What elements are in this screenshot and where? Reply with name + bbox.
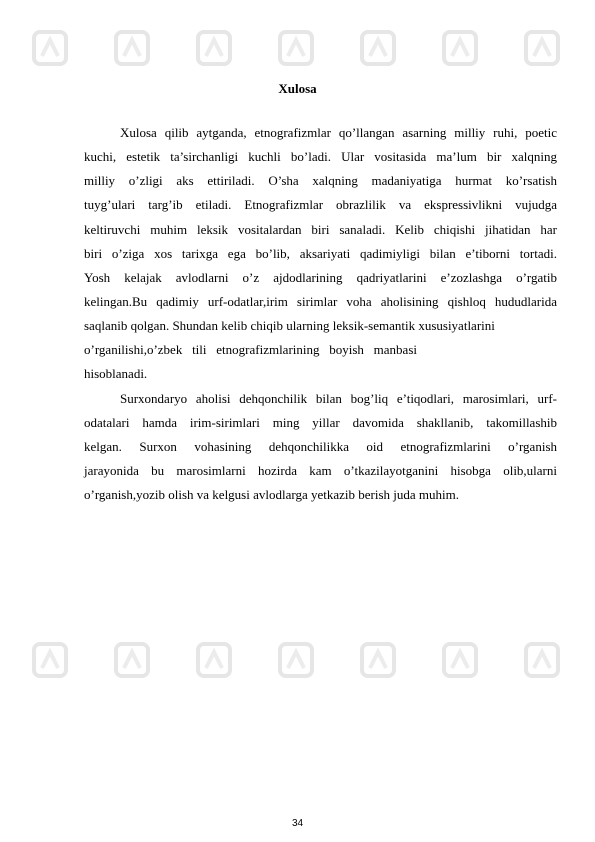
text-line: hisoblanadi. bbox=[84, 366, 148, 382]
text-line: o’rganish,yozib olish va kelgusi avlodlarga yetkazib berish juda muhim. bbox=[84, 487, 460, 503]
text-line: odatalari hamda irim-sirimlari ming yillar davomida shakllanib, takomillashib bbox=[84, 414, 557, 430]
document-logo-icon bbox=[440, 28, 480, 68]
text-line: saqlanib qolgan. Shundan kelib chiqib ularning leksik-semantik xususiyatlarini bbox=[84, 318, 495, 334]
text-line: kelgan. Surxon vohasining dehqonchilikka oid etnografizmlarini o’rganish bbox=[84, 438, 557, 454]
document-logo-icon bbox=[30, 28, 70, 68]
document-logo-icon bbox=[194, 28, 234, 68]
page-number: 34 bbox=[291, 818, 304, 829]
document-logo-icon bbox=[194, 640, 234, 680]
document-logo-icon bbox=[522, 640, 562, 680]
text-line: milliy o’zligi aks ettiriladi. O’sha xalqning madaniyatiga hurmat ko’rsatish bbox=[84, 173, 557, 189]
document-logo-icon bbox=[112, 640, 152, 680]
text-line: biri o’ziga xos tarixga ega bo’lib, aksariyati qadimiyligi bilan e’tiborni tortadi. bbox=[84, 245, 557, 261]
text-line: jarayonida bu marosimlarni hozirda kam o’tkazilayotganini hisobga olib,ularni bbox=[84, 462, 557, 478]
text-line: keltiruvchi muhim leksik vositalardan biri sanaladi. Kelib chiqishi jihatidan har bbox=[84, 221, 557, 237]
text-line: Xulosa qilib aytganda, etnografizmlar qo’llangan asarning milliy ruhi, poetic bbox=[120, 125, 557, 140]
document-logo-icon bbox=[276, 28, 316, 68]
page-title: Xulosa bbox=[278, 81, 317, 96]
document-logo-icon bbox=[358, 640, 398, 680]
document-logo-icon bbox=[276, 640, 316, 680]
text-line: Yosh kelajak avlodlarni o’z ajdodlarining qadriyatlarini e’zozlashga o’rgatib bbox=[84, 269, 557, 285]
text-line: kuchi, estetik ta’sirchanligi kuchli bo’ladi. Ular vositasida ma’lum bir xalqning bbox=[84, 149, 557, 165]
document-logo-icon bbox=[112, 28, 152, 68]
text-line: kelingan.Bu qadimiy urf-odatlar,irim sirimlar voha aholisining qishloq hududlarida bbox=[84, 293, 557, 309]
paragraph-1 bbox=[84, 121, 557, 387]
text-line: tuyg’ulari targ’ib etiladi. Etnografizmlar obrazlilik va ekspressivlikni vujudga bbox=[84, 197, 557, 213]
document-logo-icon bbox=[30, 640, 70, 680]
text-line: o’rganilishi,o’zbek tili etnografizmlarining boyish manbasi bbox=[84, 342, 417, 358]
text-line: Surxondaryo aholisi dehqonchilik bilan bog’liq e’tiqodlari, marosimlari, urf- bbox=[120, 390, 557, 406]
body-text bbox=[84, 121, 557, 507]
document-logo-icon bbox=[440, 640, 480, 680]
paragraph-2 bbox=[84, 387, 557, 508]
document-logo-icon bbox=[522, 28, 562, 68]
document-logo-icon bbox=[358, 28, 398, 68]
